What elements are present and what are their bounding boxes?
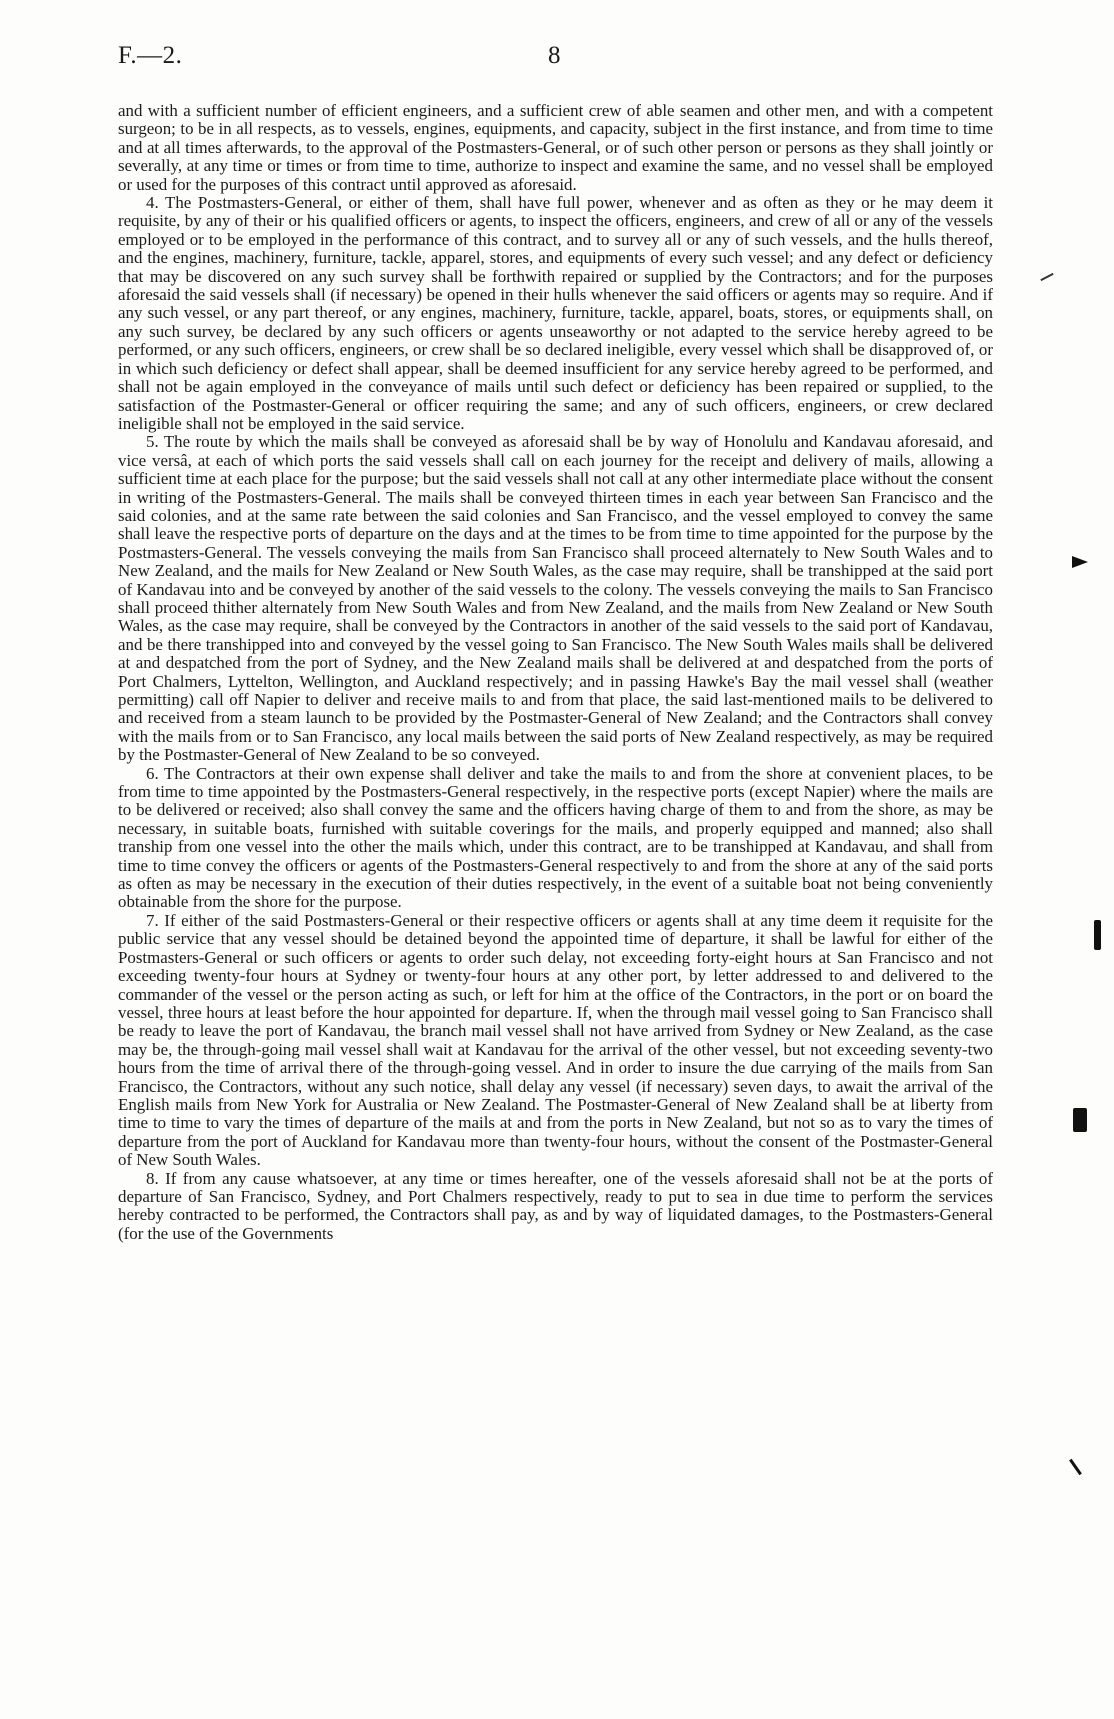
paragraph-clause-6: 6. The Contractors at their own expense shall deliver and take the mails to and from the shore at convenient places, to be from time to time appointed by the Postmasters-General respectively, in the respective ports (except Napier) where the mails are to be delivered or received; also shall convey the same and the officers having charge of them to and from the shore, as may be necessary, in suitable boats, furnished with suitable coverings for the mails, and properly equipped and manned; also shall tranship from one vessel into the other the mails which, under this contract, are to be transhipped at Kandavau, and shall from time to time convey the officers or agents of the Postmasters-General respectively to and from the shore at any of the said ports as often as may be necessary in the execution of their duties respectively, in the event of a suitable boat not being conveniently obtainable from the shore for the purpose. bbox=[118, 763, 993, 912]
document-reference: F.—2. bbox=[118, 42, 183, 69]
margin-diagonal-mark-icon bbox=[1069, 1459, 1082, 1475]
margin-block-mark-icon bbox=[1073, 1108, 1087, 1132]
paragraph-clause-4: 4. The Postmasters-General, or either of them, shall have full power, whenever and as often as they or he may deem it requisite, by any of their or his qualified officers or agents, to inspect the officers, engineers, and crew of all or any of the vessels employed or to be employed in the performance of this contract, and to survey all or any of such vessels, and the hulls thereof, and the engines, machinery, furniture, tackle, apparel, stores, and equipments of every such vessel; and any defect or deficiency that may be discovered on any such survey shall be forthwith repaired or supplied by the Contractors; and for the purposes aforesaid the said vessels shall (if necessary) be opened in their hulls whenever the said officers or agents may so require. And if any such vessel, or any part thereof, or any engines, machinery, furniture, tackle, apparel, boats, stores, or equipments shall, on any such survey, be declared by any such officers or agents unseaworthy or not adapted to the service hereby agreed to be performed, or any such officers, engineers, or crew shall be so declared ineligible, every vessel which shall be disapproved of, or in which such deficiency or defect shall appear, shall be deemed insufficient for any service hereby agreed to be performed, and shall not be again employed in the conveyance of mails until such defect or deficiency has been repaired or supplied, to the satisfaction of the Postmaster-General or officer requiring the same; and any of such officers, engineers, or crew declared ineligible shall not be employed in the said service. bbox=[118, 193, 993, 433]
margin-bar-mark-icon bbox=[1094, 920, 1101, 950]
page-header bbox=[104, 42, 1024, 78]
paragraph-clause-5: 5. The route by which the mails shall be conveyed as aforesaid shall be by way of Honolulu and Kandavau aforesaid, and vice versâ, at each of which ports the said vessels shall call on each journey for the receipt and delivery of mails, allowing a sufficient time at each place for the purpose; but the said vessels shall not call at any other intermediate place without the consent in writing of the Postmasters-General. The mails shall be conveyed thirteen times in each year between San Francisco and the said colonies, and at the same rate between the said colonies and San Francisco, and the vessel employed to convey the same shall leave the respective ports of departure on the days and at the times to be from time to time appointed for the purpose by the Postmasters-General. The vessels conveying the mails from San Francisco shall proceed alternately to New South Wales and to New Zealand, and the mails for New Zealand or New South Wales, as the case may require, shall be transhipped at the said port of Kandavau into and be conveyed by another of the said vessels to the colony. The vessels conveying the mails to San Francisco shall proceed thither alternately from New South Wales and from New Zealand, and the mails from New Zealand or New South Wales, as the case may require, shall be conveyed by the Contractors in another of the said vessels to the said port of Kandavau, and be there transhipped into and conveyed by the vessel going to San Francisco. The New South Wales mails shall be delivered at and despatched from the port of Sydney, and the New Zealand mails shall be delivered at and despatched from the ports of Port Chalmers, Lyttelton, Wellington, and Auckland respectively; and in passing Hawke's Bay the mail vessel shall (weather permitting) call off Napier to deliver and receive mails to and from that place, the said last-mentioned mails to be delivered to and received from a steam launch to be provided by the Postmaster-General of New Zealand; and the Contractors shall convey with the mails from or to San Francisco, any local mails between the said ports of New Zealand respectively, as may be required by the Postmaster-General of New Zealand to be so conveyed. bbox=[118, 432, 993, 765]
paragraph-clause-8: 8. If from any cause whatsoever, at any time or times hereafter, one of the vessels aforesaid shall not be at the ports of departure of San Francisco, Sydney, and Port Chalmers respectively, ready to put to sea in due time to perform the services hereby contracted to be performed, the Contractors shall pay, as and by way of liquidated damages, to the Postmasters-General (for the use of the Governments bbox=[118, 1168, 993, 1243]
margin-arrow-mark-icon bbox=[1072, 556, 1088, 568]
paragraph-clause-7: 7. If either of the said Postmasters-General or their respective officers or agents shall at any time deem it requisite for the public service that any vessel should be detained beyond the appointed time of departure, it shall be lawful for either of the Postmasters-General or such officers or agents to order such delay, not exceeding forty-eight hours at San Francisco and not exceeding twenty-four hours at Sydney or twenty-four hours at any other port, by letter addressed to and delivered to the commander of the vessel or the person acting as such, or left for him at the office of the Contractors, in the port or on board the vessel, three hours at least before the hour appointed for departure. If, when the through mail vessel going to San Francisco shall be ready to leave the port of Kandavau, the branch mail vessel shall not have arrived from Sydney or New Zealand, as the case may be, the through-going mail vessel shall wait at Kandavau for the arrival of the other vessel, but not exceeding seventy-two hours from the time of arrival there of the through-going vessel. And in order to insure the due carrying of the mails from San Francisco, the Contractors, without any such notice, shall delay any vessel (if necessary) seven days, to await the arrival of the English mails from New York for Australia or New Zealand. The Postmaster-General of New Zealand shall be at liberty from time to time to vary the times of departure of the mails at and from the ports in New Zealand, but not so as to vary the times of departure from the port of Auckland for Kandavau more than twenty-four hours, without the consent of the Postmaster-General of New South Wales. bbox=[118, 910, 993, 1170]
margin-tick-mark-icon bbox=[1040, 273, 1053, 281]
page-number: 8 bbox=[548, 42, 561, 69]
document-body bbox=[118, 102, 993, 1243]
paragraph-continuation: and with a sufficient number of efficient engineers, and a sufficient crew of able seamen and other men, and with a competent surgeon; to be in all respects, as to vessels, engines, equipments, and capacity, subject in the first instance, and from time to time and at all times afterwards, to the approval of the Postmasters-General, or of such other person or persons as they shall jointly or severally, at any time or times or from time to time, authorize to inspect and examine the same, and no vessel shall be employed or used for the purposes of this contract until approved as aforesaid. bbox=[118, 101, 993, 194]
